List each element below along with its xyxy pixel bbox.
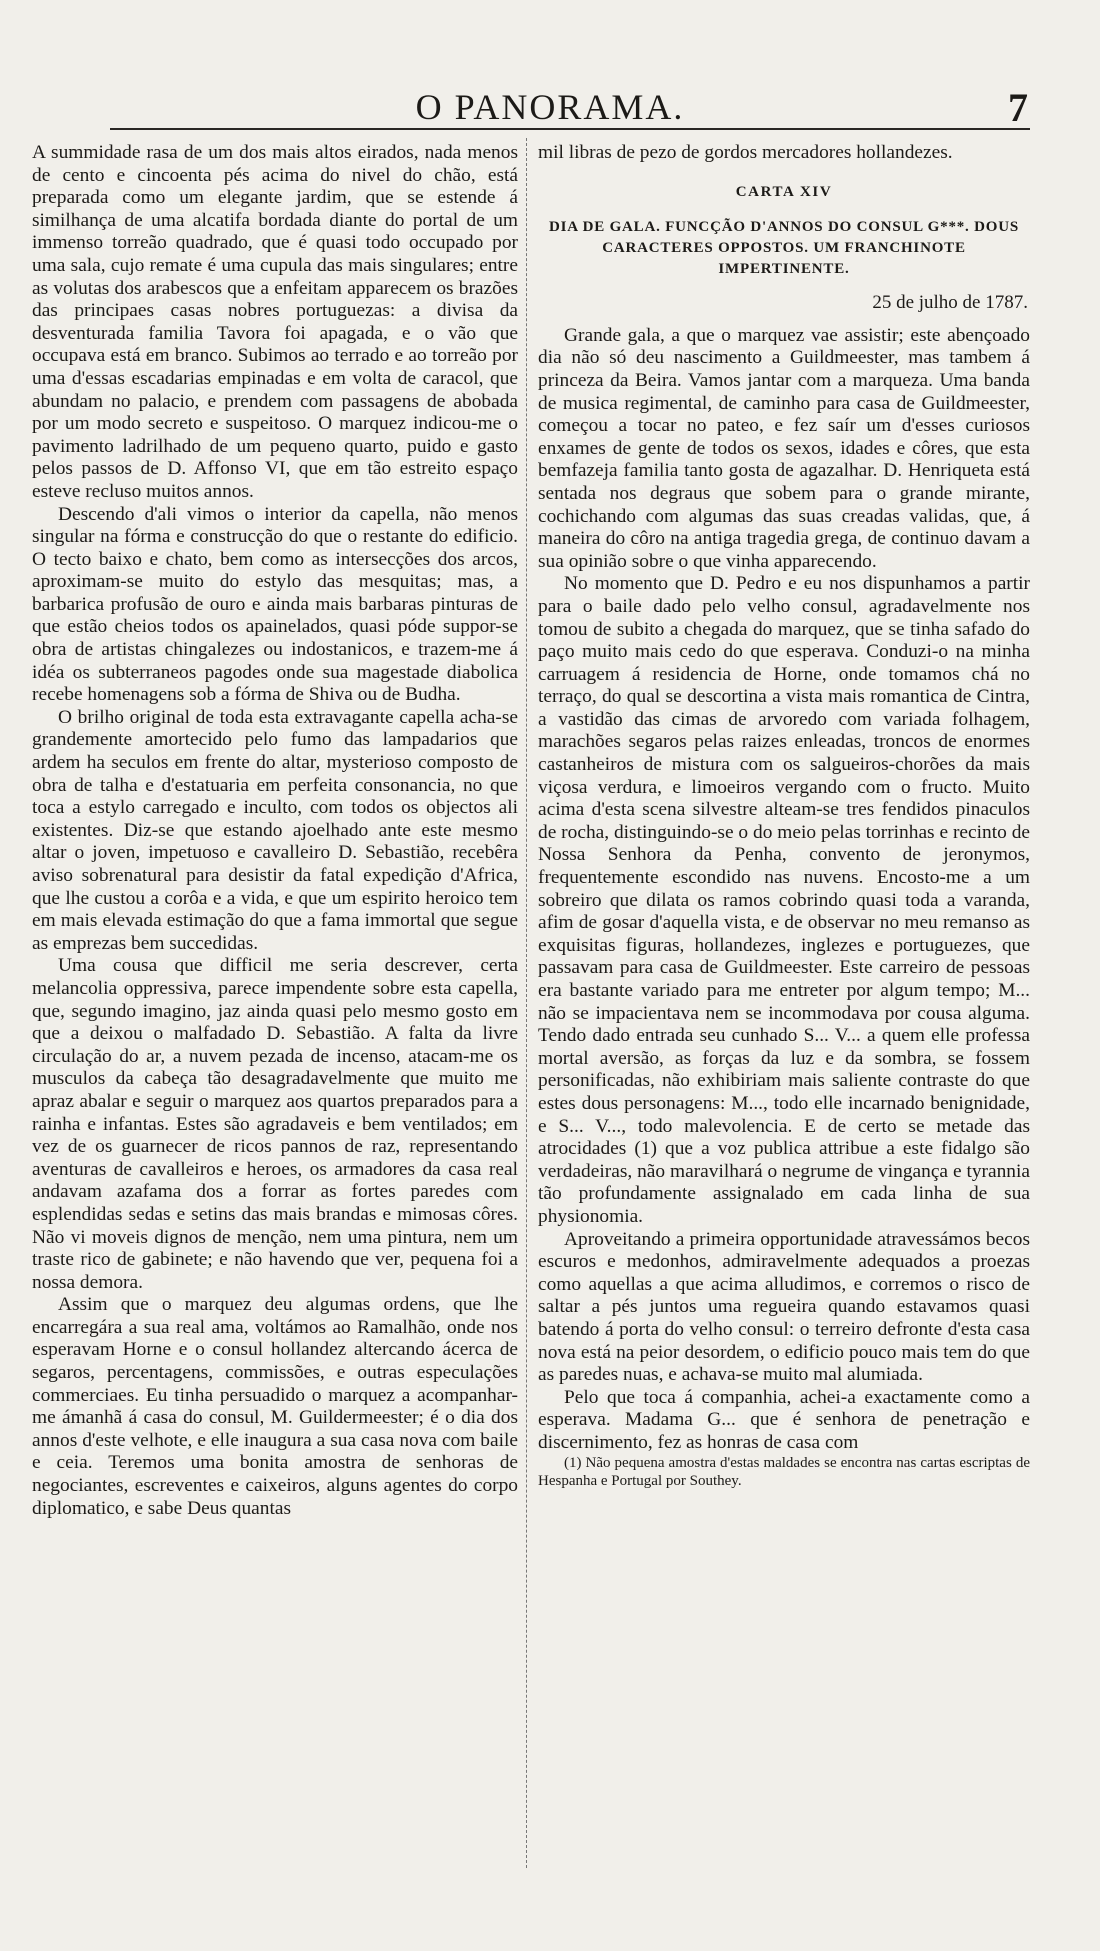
paragraph: Assim que o marquez deu algumas ordens, que lhe encarregára a sua real ama, voltámos ao Ramalhão, onde nos esperavam Horne e o consul hollandez altercando ácerca de segaros, percentagens, commissões, e outras especulações commerciaes. Eu tinha persuadido o marquez a acompanhar-me ámanhã á casa do consul, M. Guildermeester; é o dia dos annos d'este velhote, e elle inaugura a sua casa nova com baile e ceia. Teremos uma bonita amostra de senhoras de negociantes, escreventes e caixeiros, alguns agentes do corpo diplomatico, e sabe Deus quantas — [32, 1294, 518, 1519]
letter-subject: DIA DE GALA. FUNCÇÃO D'ANNOS DO CONSUL G***. DOUS CARACTERES OPPOSTOS. UM FRANCHINOTE IMPERTINENTE. — [548, 219, 1020, 278]
publication-title: O PANORAMA. — [415, 87, 685, 127]
paragraph: Uma cousa que difficil me seria descrever, certa melancolia oppressiva, parece impendente sobre esta capella, que, segundo imagino, jaz ainda quasi pelo mesmo gosto em que a deixou o malfadado D. Sebastião. A falta da livre circulação do ar, a nuvem pezada de incenso, atacam-me os musculos da cabeça tão desagradavelmente que muito me apraz abalar e seguir o marquez aos quartos preparados para a rainha e infantas. Estes são agradaveis e bem ventilados; em vez de os guarnecer de ricos pannos de raz, representando aventuras de cavalleiros e heroes, os armadores da casa real andavam azafama dos a forrar as fortes paredes com esplendidas sedas e setins das mais brandas e mimosas côres. Não vi moveis dignos de menção, nem uma pintura, nem um traste rico de gabinete; e não havendo que ver, pequena foi a nossa demora. — [32, 955, 518, 1293]
left-column — [32, 142, 518, 1520]
page-header — [0, 86, 1100, 130]
paragraph: No momento que D. Pedro e eu nos dispunhamos a partir para o baile dado pelo velho consul, agradavelmente nos tomou de subito a chegada do marquez, que se tinha safado do paço muito mais cedo do que esperava. Conduzi-o na minha carruagem á residencia de Horne, onde tomamos chá no terraço, do qual se descortina a vista mais romantica de Cintra, a vastidão das cimas de arvoredo com variada folhagem, marachões segaros pelas raizes enleadas, troncos de enormes castanheiros de mistura com os salgueiros-chorões da mais viçosa verdura, e limoeiros vergando com o fructo. Muito acima d'esta scena silvestre alteam-se tres fendidos pinaculos de rocha, distinguindo-se o do meio pelas torrinhas e recinto de Nossa Senhora da Penha, convento de jeronymos, frequentemente escondido nas nuvens. Encosto-me a um sobreiro que dilata os ramos cobrindo quasi toda a varanda, afim de gosar d'aquella vista, e de observar no meu remanso as exquisitas figuras, hollandezes, inglezes e portuguezes, que passavam para casa de Guildmeester. Este carreiro de pessoas era bastante variado para me entreter por algum tempo; M... não se impacientava nem se incommodava por cousa alguma. Tendo dado entrada seu cunhado S... V... a quem elle professa mortal aversão, as forças da luz e da sombra, se fossem personificadas, não exhibiriam mais saliente contraste do que estes dous personagens: M..., todo elle incarnado benignidade, e S... V..., todo malevolencia. E de certo se metade das atrocidades (1) que a voz publica attribue a este fidalgo são verdadeiras, não maravilhará o negrume de vingança e tyrannia tão profundamente assignalado em cada linha de sua physionomia. — [538, 573, 1030, 1227]
header-rule — [110, 128, 1030, 130]
paragraph: Pelo que toca á companhia, achei-a exactamente como a esperava. Madama G... que é senhora de penetração e discernimento, fez as honras de casa com — [538, 1386, 1030, 1453]
paragraph-continuation: mil libras de pezo de gordos mercadores hollandezes. — [538, 142, 953, 163]
paragraph: A summidade rasa de um dos mais altos eirados, nada menos de cento e cincoenta pés acima do nivel do chão, está preparada como um elegante jardim, que se estende á similhança de uma alcatifa bordada diante do portal de um immenso torreão quadrado, que é quasi todo occupado por uma sala, cujo remate é uma cupula das mais singulares; entre as volutas dos arabescos que a enfeitam apparecem os brazões das principaes casas nobres portuguezas: a divisa da desventurada familia Tavora foi apagada, e o vão que occupava está em branco. Subimos ao terrado e ao torreão por uma d'essas escadarias empinadas e em volta de caracol, que abundam no palacio, e prendem com passagens de abobada por um modo secreto e suspeitoso. O marquez indicou-me o pavimento ladrilhado de um pequeno quarto, puido e gasto pelos passos de D. Affonso VI, que em tão estreito espaço esteve recluso muitos annos. — [32, 142, 518, 502]
letter-heading: CARTA XIV — [735, 183, 833, 200]
right-column — [538, 142, 1030, 1490]
letter-date: 25 de julho de 1787. — [872, 292, 1028, 314]
paragraph: O brilho original de toda esta extravagante capella acha-se grandemente amortecido pelo fumo das lampadarios que ardem ha seculos em frente do altar, mysterioso composto de obra de talha e d'estatuaria em perfeita consonancia, no que toca a estylo carregado e inculto, com todos os objectos ali existentes. Diz-se que estando ajoelhado ante este mesmo altar o joven, impetuoso e cavalleiro D. Sebastião, recebêra aviso sobrenatural para desistir da fatal expedição d'Africa, que lhe custou a corôa e a vida, e que um espirito heroico tem em mais elevada estimação do que a fama immortal que segue as emprezas bem succedidas. — [32, 706, 518, 954]
paragraph: Aproveitando a primeira opportunidade atravessámos becos escuros e medonhos, admiravelmente adequados a proezas como aquellas a que acima alludimos, e corremos o risco de saltar a pés juntos uma regueira quando estavamos quasi batendo á porta do velho consul: o terreiro defronte d'esta casa nova está na peior desordem, o edificio pouco mais tem do que as paredes nuas, e achava-se muito mal alumiada. — [538, 1228, 1030, 1386]
footnote: (1) Não pequena amostra d'estas maldades se encontra nas cartas escriptas de Hespanha e Portugal por Southey. — [538, 1455, 1030, 1490]
page-number: 7 — [1008, 85, 1028, 130]
column-divider — [526, 138, 527, 1868]
paragraph: Descendo d'ali vimos o interior da capella, não menos singular na fórma e construcção do que o restante do edificio. O tecto baixo e chato, bem como as intersecções dos arcos, aproximam-se muito do estylo das mesquitas; mas, a barbarica profusão de ouro e ainda mais barbaras pinturas de que estão cheios todos os apainelados, quasi póde suppor-se obra de artistas chingalezes ou indostanicos, e trazem-me á idéa os subterraneos pagodes onde sua magestade diabolica recebe homenagens sob a fórma de Shiva ou de Budha. — [32, 503, 518, 706]
paragraph: Grande gala, a que o marquez vae assistir; este abençoado dia não só deu nascimento a Guildmeester, mas tambem á princeza da Beira. Vamos jantar com a marqueza. Uma banda de musica regimental, de caminho para casa de Guildmeester, começou a tocar no pateo, e fez saír um d'esses curiosos enxames de gente de todos os sexos, idades e côres, que esta bemfazeja familia tanto gosta de agazalhar. D. Henriqueta está sentada nos degraus que sobem para o grande mirante, cochichando com algumas das suas creadas validas, que, á maneira do côro na antiga tragedia grega, de continuo davam a sua opinião sobre o que vinha apparecendo. — [538, 324, 1030, 572]
